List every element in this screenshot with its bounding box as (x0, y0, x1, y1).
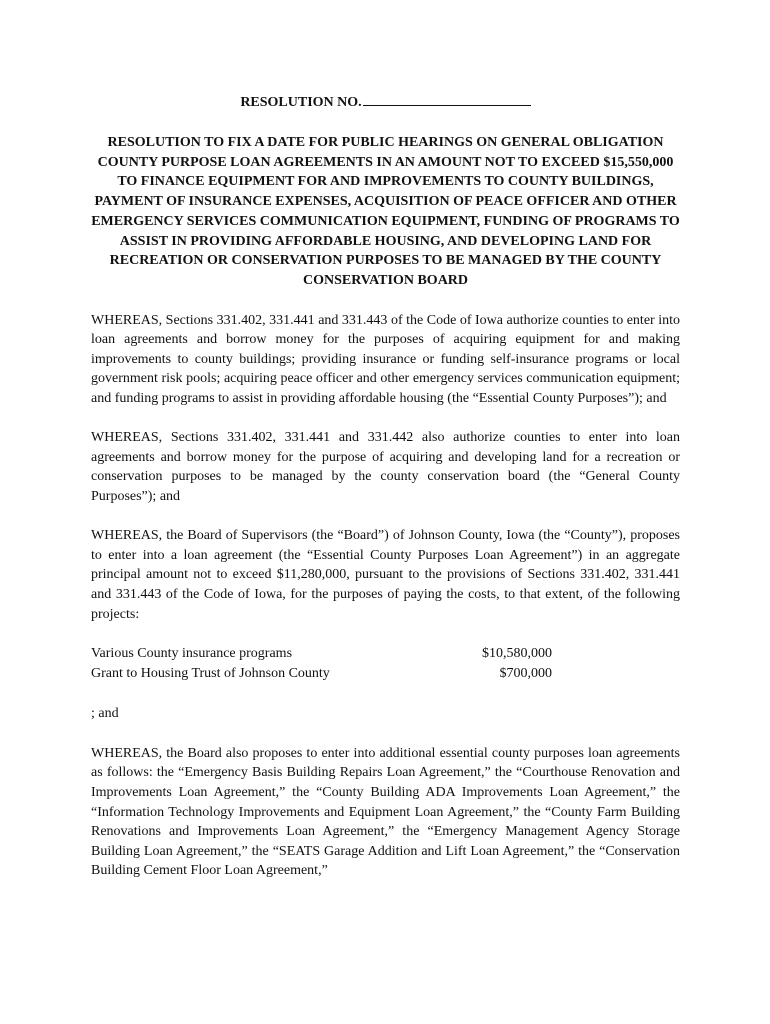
whereas-paragraph-2: WHEREAS, Sections 331.402, 331.441 and 331.442 also authorize counties to enter into loan agreements and borrow money for the purpose of acquiring and developing land for a recreation or conservation purposes to be managed by the county conservation board (the “General County Purposes”); and (91, 430, 680, 504)
project-row (91, 644, 552, 664)
whereas-paragraph-4: WHEREAS, the Board also proposes to enter into additional essential county purposes loan agreements as follows: the “Emergency Basis Building Repairs Loan Agreement,” the “Courthouse Renovation and Improvements Loan Agreement,” the “County Building ADA Improvements Loan Agreement,” the “Information Technology Improvements and Equipment Loan Agreement,” the “County Farm Building Renovations and Improvements Loan Agreement,” the “Emergency Management Agency Storage Building Loan Agreement,” the “SEATS Garage Addition and Lift Loan Agreement,” the “Conservation Building Cement Floor Loan Agreement,” (91, 745, 680, 879)
project-row (91, 664, 552, 684)
project-name: Various County insurance programs (91, 645, 293, 661)
project-amount: $10,580,000 (482, 645, 552, 661)
resolution-title: RESOLUTION TO FIX A DATE FOR PUBLIC HEARINGS ON GENERAL OBLIGATION COUNTY PURPOSE LOAN AGREEMENTS IN AN AMOUNT NOT TO EXCEED $15,550,000 TO FINANCE EQUIPMENT FOR AND IMPROVEMENTS TO COUNTY BUILDINGS, PAYMENT OF INSURANCE EXPENSES, ACQUISITION OF PEACE OFFICER AND OTHER EMERGENCY SERVICES COMMUNICATION EQUIPMENT, FUNDING OF PROGRAMS TO ASSIST IN PROVIDING AFFORDABLE HOUSING, AND DEVELOPING LAND FOR RECREATION OR CONSERVATION PURPOSES TO BE MANAGED BY THE COUNTY CONSERVATION BOARD (91, 135, 680, 288)
resolution-number-label: RESOLUTION NO. (240, 95, 362, 110)
project-name: Grant to Housing Trust of Johnson County (91, 665, 330, 681)
document-page (91, 92, 680, 900)
project-amount: $700,000 (499, 665, 552, 681)
and-line: ; and (91, 705, 119, 721)
whereas-paragraph-1: WHEREAS, Sections 331.402, 331.441 and 331.443 of the Code of Iowa authorize counties to enter into loan agreements and borrow money for the purposes of acquiring equipment for and making improvements to county buildings; providing insurance or funding self-insurance programs or local government risk pools; acquiring peace officer and other emergency services communication equipment; and funding programs to assist in providing affordable housing (the “Essential County Purposes”); and (91, 312, 680, 406)
resolution-number-blank (363, 92, 531, 106)
projects-list (91, 644, 680, 684)
resolution-number (91, 92, 680, 113)
whereas-paragraph-3: WHEREAS, the Board of Supervisors (the “Board”) of Johnson County, Iowa (the “County”), proposes to enter into a loan agreement (the “Essential County Purposes Loan Agreement”) in an aggregate principal amount not to exceed $11,280,000, pursuant to the provisions of Sections 331.402, 331.441 and 331.443 of the Code of Iowa, for the purposes of paying the costs, to that extent, of the following projects: (91, 528, 680, 622)
